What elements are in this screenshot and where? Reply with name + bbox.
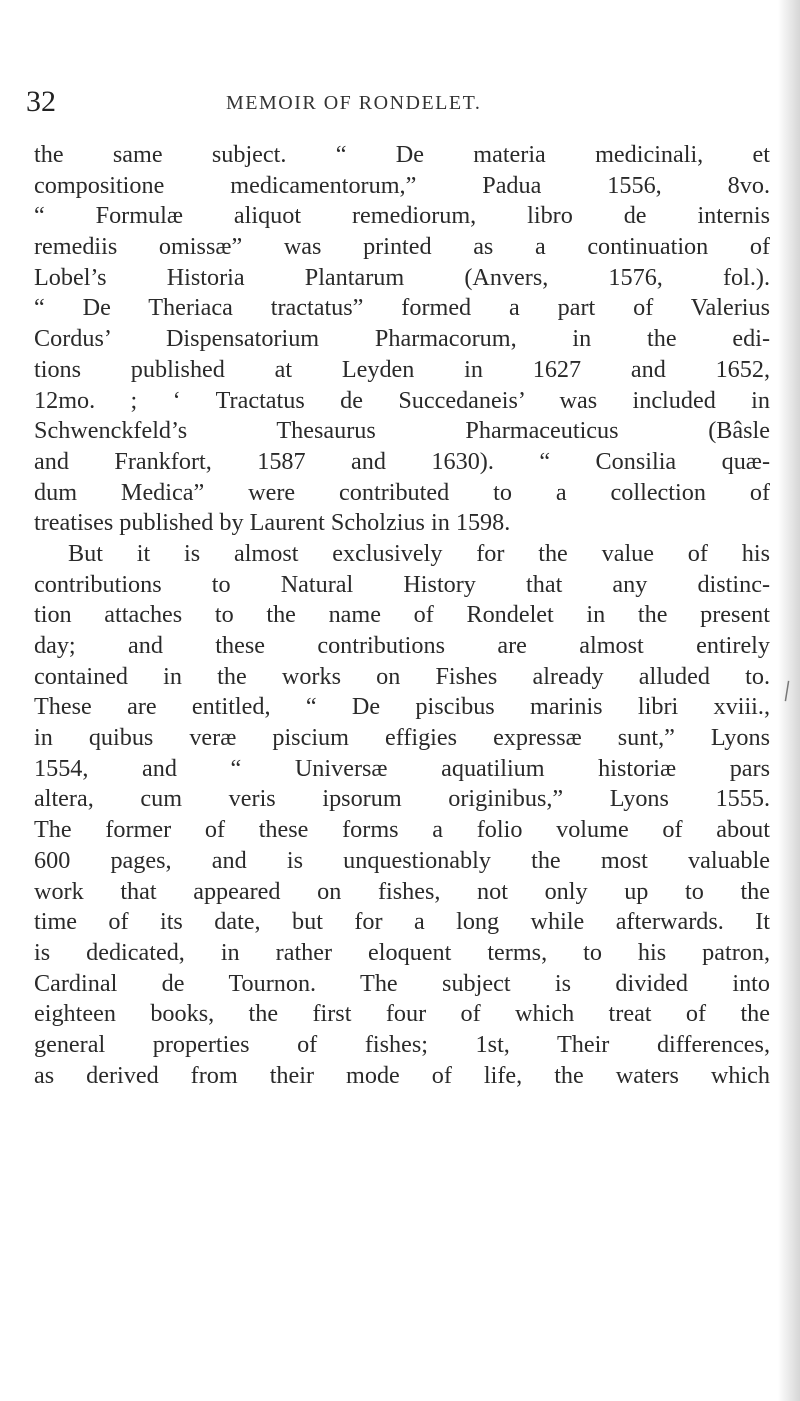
running-title: MEMOIR OF RONDELET. [226,92,482,114]
text-line: 600 pages, and is unquestionably the most valuable [34,846,770,874]
running-head [26,82,766,122]
text-line: 1554, and “ Universæ aquatilium historiæ pars [34,754,770,782]
text-line: contained in the works on Fishes already alluded to. [34,662,770,690]
text-line: The former of these forms a folio volume of about [34,816,770,844]
text-line: tions published at Leyden in 1627 and 1652, [34,355,770,383]
text-line: These are entitled, “ De piscibus marinis libri xviii., [34,693,770,721]
page-number: 32 [26,85,56,118]
text-line: Schwenckfeld’s Thesaurus Pharmaceuticus (Bâsle [34,417,770,445]
text-line: the same subject. “ De materia medicinali, et [34,141,770,168]
text-line: compositione medicamentorum,” Padua 1556, 8vo. [34,171,770,199]
text-line: day; and these contributions are almost entirely [34,632,770,659]
text-line: eighteen books, the first four of which treat of the [34,1000,770,1028]
text-line: Lobel’s Historia Plantarum (Anvers, 1576, fol.). [34,263,770,291]
text-line: and Frankfort, 1587 and 1630). “ Consilia quæ- [34,447,770,475]
body-text [34,140,770,1091]
text-line: Cordus’ Dispensatorium Pharmacorum, in the edi- [34,325,770,353]
text-line: work that appeared on fishes, not only up to the [34,877,770,905]
paragraph-start-line: But it is almost exclusively for the value of his [68,539,770,567]
text-line: remediis omissæ” was printed as a continuation of [34,233,770,261]
text-line: “ De Theriaca tractatus” formed a part of Valerius [34,294,770,322]
text-line: contributions to Natural History that any distinc- [34,570,770,598]
text-line: is dedicated, in rather eloquent terms, to his patron, [34,938,770,966]
text-line: general properties of fishes; 1st, Their differences, [34,1030,770,1058]
text-line: “ Formulæ aliquot remediorum, libro de internis [34,202,770,230]
text-line: tion attaches to the name of Rondelet in the present [34,601,770,629]
text-line: dum Medica” were contributed to a collection of [34,478,770,506]
text-line: treatises published by Laurent Scholzius in 1598. [34,509,511,537]
text-line: altera, cum veris ipsorum originibus,” Lyons 1555. [34,785,770,813]
text-line: Cardinal de Tournon. The subject is divided into [34,969,770,997]
text-line: time of its date, but for a long while afterwards. It [34,908,770,936]
text-line: 12mo. ; ‘ Tractatus de Succedaneis’ was included in [34,386,770,414]
text-line: as derived from their mode of life, the waters which [34,1061,770,1089]
text-line: in quibus veræ piscium effigies expressæ sunt,” Lyons [34,724,770,752]
